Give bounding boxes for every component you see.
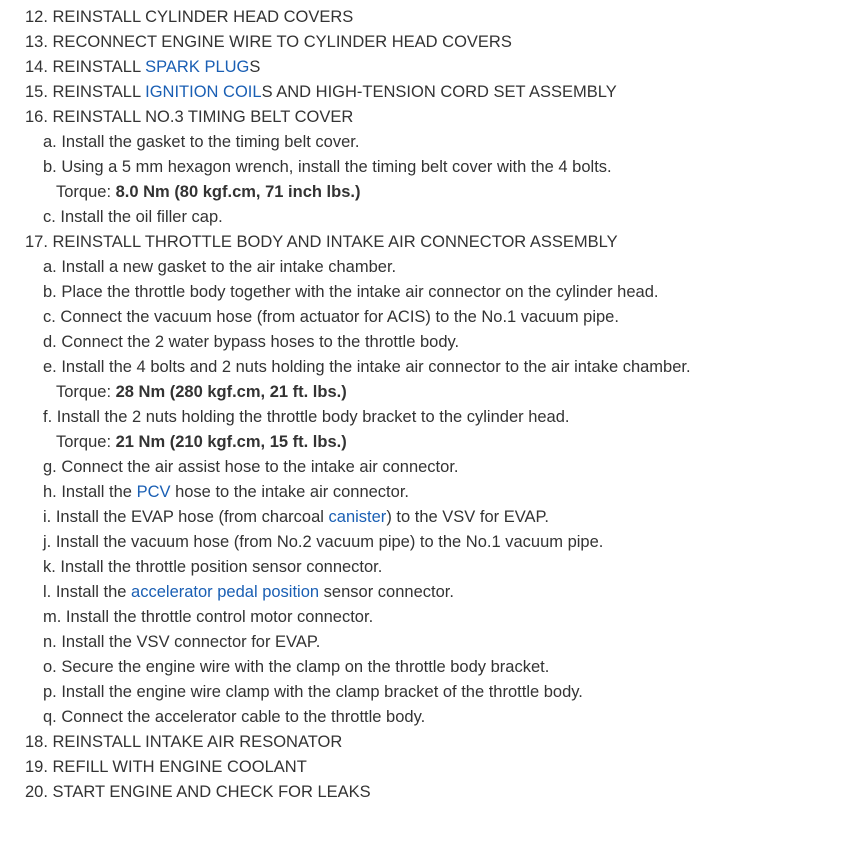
sub-step xyxy=(0,705,843,730)
text-segment: f. Install the 2 nuts holding the throttle body bracket to the cylinder head. xyxy=(43,408,570,426)
torque-value: 8.0 Nm (80 kgf.cm, 71 inch lbs.) xyxy=(115,183,361,201)
text-segment: 17. REINSTALL THROTTLE BODY AND INTAKE AIR CONNECTOR ASSEMBLY xyxy=(25,233,618,251)
hyperlink[interactable]: IGNITION COIL xyxy=(145,83,262,101)
text-segment: a. Install the gasket to the timing belt cover. xyxy=(43,133,360,151)
step-heading xyxy=(0,80,843,105)
text-segment: n. Install the VSV connector for EVAP. xyxy=(43,633,321,651)
sub-step xyxy=(0,355,843,380)
text-segment: Torque: xyxy=(56,433,116,451)
text-segment: i. Install the EVAP hose (from charcoal xyxy=(43,508,329,526)
text-segment: a. Install a new gasket to the air intake chamber. xyxy=(43,258,397,276)
text-segment: b. Using a 5 mm hexagon wrench, install the timing belt cover with the 4 bolts. xyxy=(43,158,612,176)
sub-step xyxy=(0,480,843,505)
text-segment: j. Install the vacuum hose (from No.2 vacuum pipe) to the No.1 vacuum pipe. xyxy=(43,533,604,551)
sub-step xyxy=(0,305,843,330)
torque-spec xyxy=(0,180,843,205)
sub-step xyxy=(0,155,843,180)
text-segment: l. Install the xyxy=(43,583,132,601)
text-segment: 14. REINSTALL xyxy=(25,58,146,76)
text-segment: hose to the intake air connector. xyxy=(170,483,409,501)
hyperlink[interactable]: SPARK PLUG xyxy=(145,58,250,76)
step-heading xyxy=(0,230,843,255)
sub-step xyxy=(0,455,843,480)
text-segment: 16. REINSTALL NO.3 TIMING BELT COVER xyxy=(25,108,354,126)
text-segment: 20. START ENGINE AND CHECK FOR LEAKS xyxy=(25,783,371,801)
text-segment: S xyxy=(249,58,261,76)
text-segment: e. Install the 4 bolts and 2 nuts holding the intake air connector to the air intake chamber. xyxy=(43,358,691,376)
torque-spec xyxy=(0,430,843,455)
torque-spec xyxy=(0,380,843,405)
text-segment: S AND HIGH-TENSION CORD SET ASSEMBLY xyxy=(261,83,617,101)
sub-step xyxy=(0,530,843,555)
sub-step xyxy=(0,280,843,305)
sub-step xyxy=(0,330,843,355)
step-heading xyxy=(0,730,843,755)
text-segment: k. Install the throttle position sensor connector. xyxy=(43,558,383,576)
text-segment: c. Install the oil filler cap. xyxy=(43,208,223,226)
sub-step xyxy=(0,205,843,230)
sub-step xyxy=(0,130,843,155)
text-segment: d. Connect the 2 water bypass hoses to the throttle body. xyxy=(43,333,460,351)
text-segment: 13. RECONNECT ENGINE WIRE TO CYLINDER HEAD COVERS xyxy=(25,33,512,51)
text-segment: 18. REINSTALL INTAKE AIR RESONATOR xyxy=(25,733,343,751)
text-segment: 12. REINSTALL CYLINDER HEAD COVERS xyxy=(25,8,354,26)
text-segment: p. Install the engine wire clamp with the clamp bracket of the throttle body. xyxy=(43,683,583,701)
text-segment: b. Place the throttle body together with the intake air connector on the cylinder head. xyxy=(43,283,659,301)
text-segment: ) to the VSV for EVAP. xyxy=(386,508,549,526)
step-heading xyxy=(0,755,843,780)
step-heading xyxy=(0,30,843,55)
text-segment: Torque: xyxy=(56,183,116,201)
text-segment: c. Connect the vacuum hose (from actuator for ACIS) to the No.1 vacuum pipe. xyxy=(43,308,619,326)
sub-step xyxy=(0,605,843,630)
text-segment: sensor connector. xyxy=(319,583,454,601)
hyperlink[interactable]: PCV xyxy=(136,483,171,501)
text-segment: q. Connect the accelerator cable to the throttle body. xyxy=(43,708,426,726)
text-segment: o. Secure the engine wire with the clamp on the throttle body bracket. xyxy=(43,658,550,676)
sub-step xyxy=(0,405,843,430)
text-segment: 15. REINSTALL xyxy=(25,83,146,101)
hyperlink[interactable]: canister xyxy=(328,508,387,526)
text-segment: h. Install the xyxy=(43,483,137,501)
procedure-document xyxy=(0,5,843,805)
sub-step xyxy=(0,680,843,705)
text-segment: Torque: xyxy=(56,383,116,401)
hyperlink[interactable]: accelerator pedal position xyxy=(131,583,320,601)
sub-step xyxy=(0,555,843,580)
step-heading xyxy=(0,780,843,805)
sub-step xyxy=(0,255,843,280)
sub-step xyxy=(0,580,843,605)
step-heading xyxy=(0,105,843,130)
step-heading xyxy=(0,55,843,80)
sub-step xyxy=(0,505,843,530)
sub-step xyxy=(0,630,843,655)
torque-value: 28 Nm (280 kgf.cm, 21 ft. lbs.) xyxy=(115,383,347,401)
text-segment: g. Connect the air assist hose to the intake air connector. xyxy=(43,458,459,476)
text-segment: m. Install the throttle control motor connector. xyxy=(43,608,374,626)
sub-step xyxy=(0,655,843,680)
text-segment: 19. REFILL WITH ENGINE COOLANT xyxy=(25,758,307,776)
torque-value: 21 Nm (210 kgf.cm, 15 ft. lbs.) xyxy=(115,433,347,451)
step-heading xyxy=(0,5,843,30)
